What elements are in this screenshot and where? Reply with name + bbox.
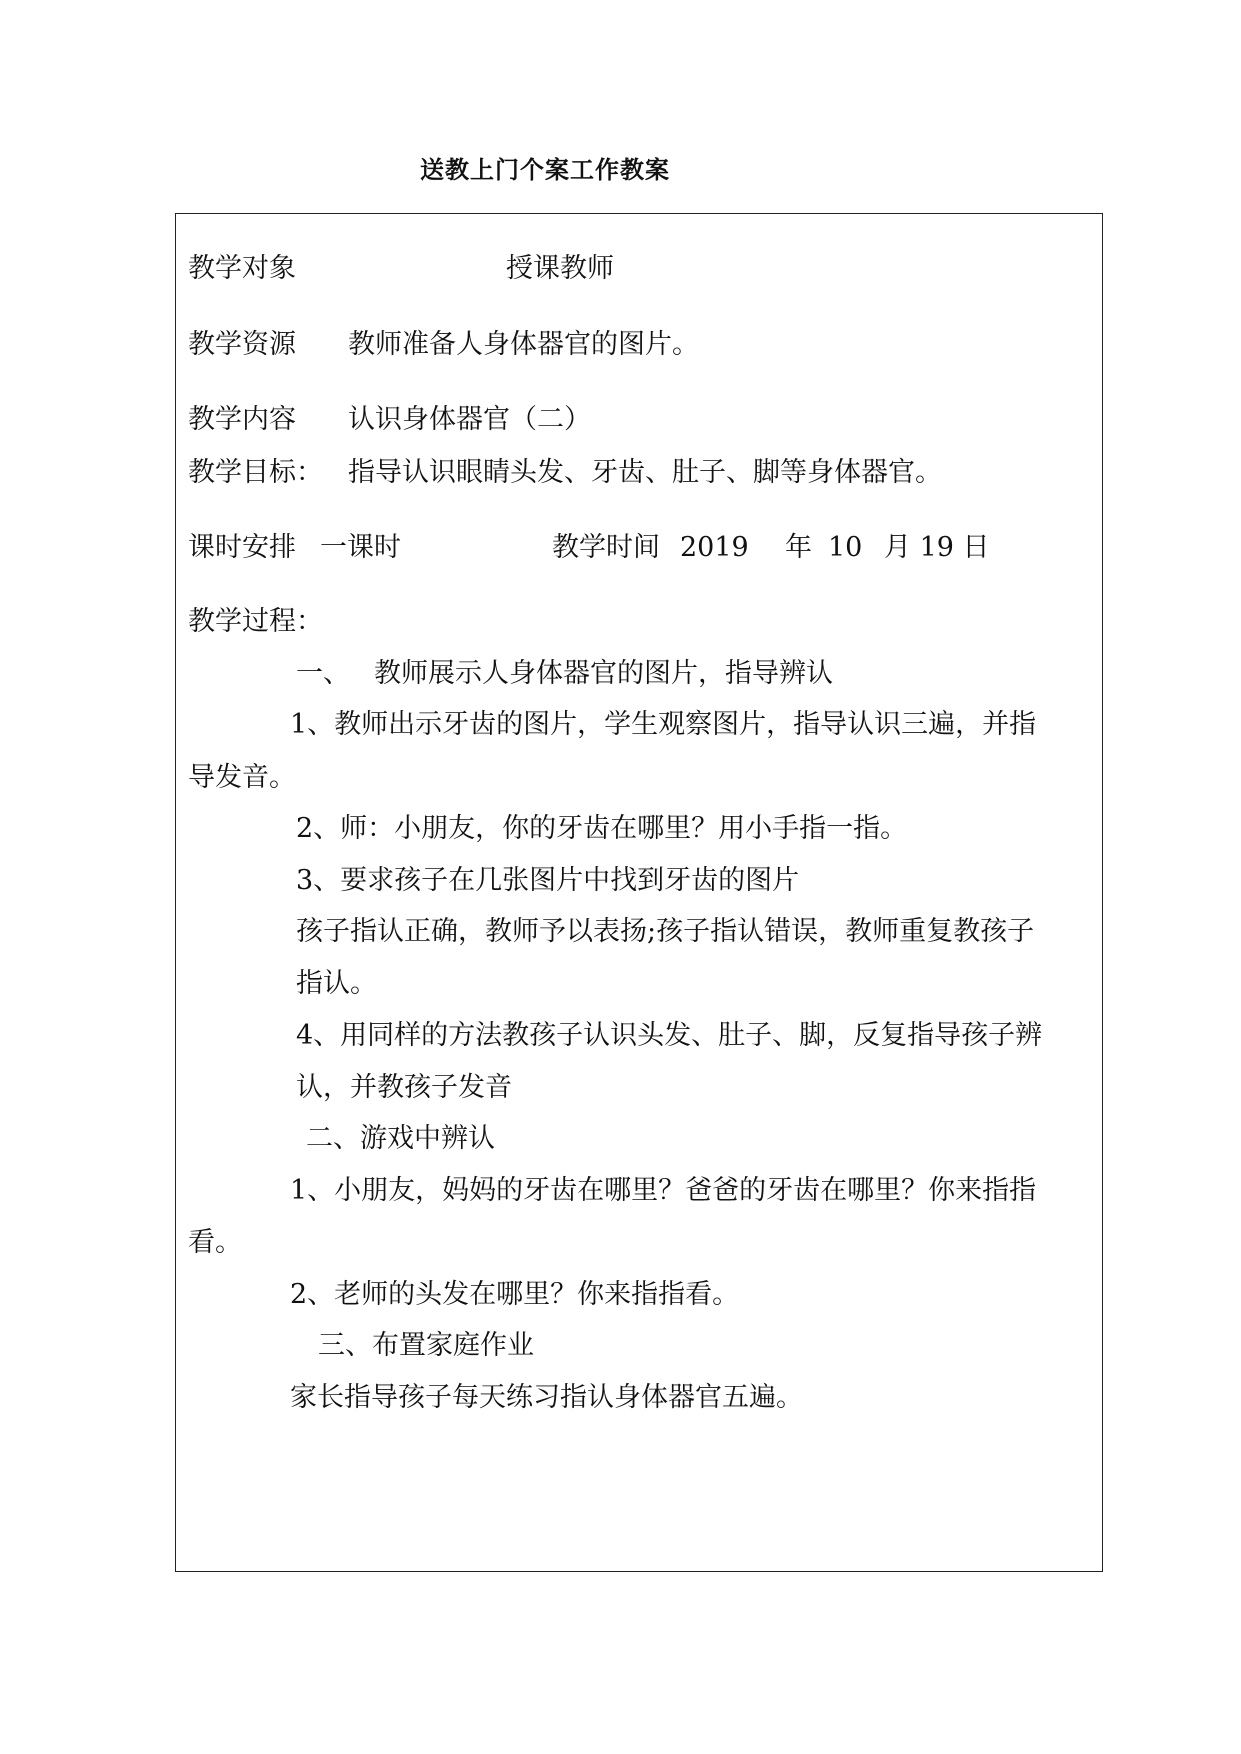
time-label: 教学时间 xyxy=(552,532,660,563)
year-value: 2019 xyxy=(680,532,749,563)
goal-label: 教学目标： xyxy=(188,457,323,488)
s3-item1: 家长指导孩子每天练习指认身体器官五遍。 xyxy=(290,1382,803,1413)
document-title: 送教上门个案工作教案 xyxy=(420,156,670,184)
s1-item4-line2: 认，并教孩子发音 xyxy=(296,1072,512,1103)
s2-item1-line1: 1、小朋友，妈妈的牙齿在哪里？爸爸的牙齿在哪里？你来指指 xyxy=(290,1175,1037,1206)
s1-item1-line1: 1、教师出示牙齿的图片，学生观察图片，指导认识三遍，并指 xyxy=(290,709,1037,740)
teacher-label: 授课教师 xyxy=(506,253,614,284)
s1-item3: 3、要求孩子在几张图片中找到牙齿的图片 xyxy=(296,865,800,896)
s1-item3-note-line1: 孩子指认正确，教师予以表扬;孩子指认错误，教师重复教孩子 xyxy=(296,916,1035,947)
month-value: 10 xyxy=(828,532,863,563)
section3-title: 三、布置家庭作业 xyxy=(318,1330,534,1361)
resource-label: 教学资源 xyxy=(188,329,296,360)
s1-item1-line2: 导发音。 xyxy=(188,762,296,793)
section1-number: 一、 xyxy=(296,658,350,689)
resource-value: 教师准备人身体器官的图片。 xyxy=(348,329,699,360)
schedule-value: 一课时 xyxy=(320,532,401,563)
s2-item2: 2、老师的头发在哪里？你来指指看。 xyxy=(290,1279,740,1310)
subject-label: 教学对象 xyxy=(188,253,296,284)
schedule-label: 课时安排 xyxy=(188,532,296,563)
content-label: 教学内容 xyxy=(188,404,296,435)
s1-item2: 2、师：小朋友，你的牙齿在哪里？用小手指一指。 xyxy=(296,813,908,844)
s1-item3-note-line2: 指认。 xyxy=(296,968,377,999)
year-unit: 年 xyxy=(785,532,812,563)
s2-item1-line2: 看。 xyxy=(188,1227,242,1258)
process-heading: 教学过程： xyxy=(188,606,323,637)
goal-value: 指导认识眼睛头发、牙齿、肚子、脚等身体器官。 xyxy=(348,457,942,488)
s1-item4-line1: 4、用同样的方法教孩子认识头发、肚子、脚，反复指导孩子辨 xyxy=(296,1020,1043,1051)
content-value: 认识身体器官（二） xyxy=(348,404,591,435)
section1-title: 教师展示人身体器官的图片，指导辨认 xyxy=(374,658,833,689)
section2-title: 二、游戏中辨认 xyxy=(306,1123,495,1154)
month-day: 月 19 日 xyxy=(884,532,990,563)
